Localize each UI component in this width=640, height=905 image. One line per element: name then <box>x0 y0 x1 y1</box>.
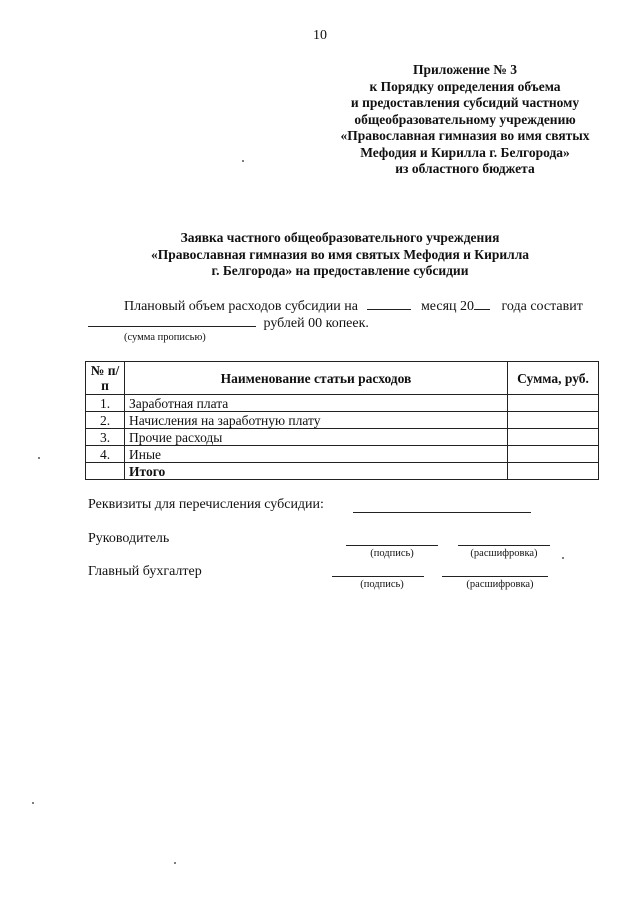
table-row <box>86 412 599 429</box>
statement-text-4: рублей 00 копеек. <box>263 316 369 331</box>
requisites-label: Реквизиты для перечисления субсидии: <box>88 497 324 512</box>
page-number: 10 <box>313 28 327 43</box>
row-expense-name: Иные <box>125 446 508 463</box>
appendix-header <box>300 62 630 178</box>
statement-text-2: месяц 20 <box>420 299 475 314</box>
scan-speck <box>32 802 34 804</box>
table-row <box>86 429 599 446</box>
row-expense-name: Заработная плата <box>125 395 508 412</box>
header-expense-name: Наименование статьи расходов <box>125 362 508 395</box>
month-blank[interactable] <box>367 297 411 310</box>
table-total-row <box>86 463 599 480</box>
statement-text-1: Плановый объем расходов субсидии на <box>124 299 358 314</box>
requisites-blank[interactable] <box>353 512 531 513</box>
accountant-signature-line[interactable] <box>332 576 424 577</box>
header-sum: Сумма, руб. <box>508 362 599 395</box>
document-title <box>60 230 620 280</box>
statement-line-2 <box>88 314 369 332</box>
row-expense-name: Начисления на заработную плату <box>125 412 508 429</box>
director-decoding-hint: (расшифровка) <box>470 548 538 559</box>
appendix-line-4: общеобразовательному учреждению <box>354 111 576 127</box>
statement-text-3: года составит <box>501 299 583 314</box>
total-sum-cell[interactable] <box>508 463 599 480</box>
appendix-line-5: «Православная гимназия во имя святых <box>340 128 590 143</box>
row-number: 3. <box>86 429 125 446</box>
row-number: 4. <box>86 446 125 463</box>
scan-speck <box>242 160 244 162</box>
appendix-line-6: Мефодия и Кирилла г. Белгорода» <box>360 144 570 160</box>
table-row <box>86 446 599 463</box>
table-header-row <box>86 362 599 395</box>
row-expense-name: Прочие расходы <box>125 429 508 446</box>
director-label: Руководитель <box>88 531 170 546</box>
title-line-3: г. Белгорода» на предоставление субсидии <box>211 263 469 278</box>
title-line-2: «Православная гимназия во имя святых Мефодия и Кирилла <box>150 246 530 262</box>
row-sum-cell[interactable] <box>508 395 599 412</box>
statement-line-1 <box>124 297 583 315</box>
director-signature-line[interactable] <box>346 545 438 546</box>
accountant-signature-hint: (подпись) <box>360 579 404 590</box>
appendix-line-7: из областного бюджета <box>395 161 535 176</box>
row-number: 1. <box>86 395 125 412</box>
expenses-table <box>85 361 599 480</box>
scan-speck <box>174 862 176 864</box>
amount-blank[interactable] <box>88 314 256 327</box>
year-blank[interactable] <box>474 297 490 310</box>
total-label: Итого <box>125 463 508 480</box>
row-sum-cell[interactable] <box>508 412 599 429</box>
director-decoding-line[interactable] <box>458 545 550 546</box>
appendix-line-3: и предоставления субсидий частному <box>350 95 580 110</box>
accountant-decoding-line[interactable] <box>442 576 548 577</box>
scan-speck <box>38 457 40 459</box>
row-sum-cell[interactable] <box>508 446 599 463</box>
title-line-1: Заявка частного общеобразовательного учреждения <box>180 230 500 245</box>
total-number-cell <box>86 463 125 480</box>
row-sum-cell[interactable] <box>508 429 599 446</box>
amount-in-words-hint: (сумма прописью) <box>124 332 206 343</box>
director-signature-hint: (подпись) <box>370 548 414 559</box>
row-number: 2. <box>86 412 125 429</box>
scan-speck <box>562 557 564 559</box>
appendix-line-2: к Порядку определения объема <box>369 78 561 94</box>
appendix-line-1: Приложение № 3 <box>413 62 517 77</box>
header-number: № п/п <box>86 362 125 395</box>
accountant-decoding-hint: (расшифровка) <box>466 579 534 590</box>
table-row <box>86 395 599 412</box>
accountant-label: Главный бухгалтер <box>88 564 202 579</box>
